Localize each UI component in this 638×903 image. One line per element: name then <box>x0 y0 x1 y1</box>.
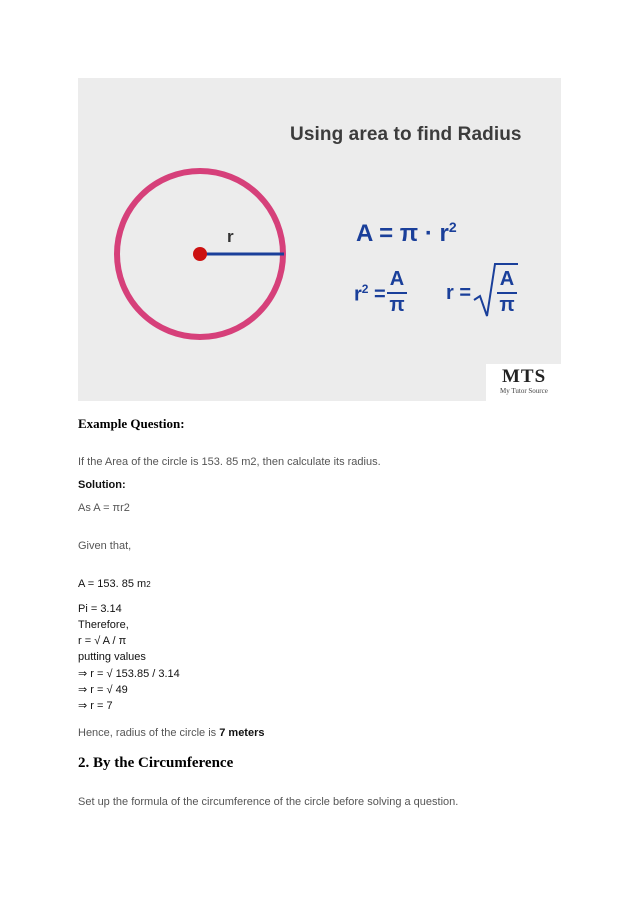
example-heading: Example Question: <box>78 416 185 431</box>
r-formula-left: r = <box>446 282 472 304</box>
therefore: Therefore, <box>78 619 129 631</box>
question-text: If the Area of the circle is 153. 85 m2, then calculate its radius. <box>78 456 381 468</box>
hence-value: 7 meters <box>219 727 265 739</box>
r-squared-equals: = <box>374 283 386 306</box>
step-2: ⇒ r = √ 49 <box>78 684 128 696</box>
radius-diagram-image <box>78 78 561 401</box>
putting-values: putting values <box>78 651 146 663</box>
hence-text: Hence, radius of the circle is <box>78 727 220 739</box>
radius-formula: r = √ A / π <box>78 635 127 647</box>
diagram-title: Using area to find Radius <box>290 124 522 145</box>
r-squared-left: r <box>354 283 362 306</box>
given-area-value: A = 153. 85 m <box>78 578 147 590</box>
radius-label: r <box>227 227 234 246</box>
fraction-2-denominator: π <box>499 294 515 316</box>
pi-value: Pi = 3.14 <box>78 603 122 615</box>
area-formula <box>356 219 457 248</box>
section-heading: 2. By the Circumference <box>78 755 234 771</box>
area-formula-exponent: 2 <box>448 219 457 235</box>
given-area <box>78 578 151 590</box>
logo-tagline: My Tutor Source <box>500 387 548 395</box>
center-point <box>193 247 207 261</box>
area-formula-text: A = π · r <box>356 220 449 247</box>
fraction-2-numerator: A <box>499 268 515 290</box>
given-that: Given that, <box>78 540 132 552</box>
brand-logo <box>486 364 561 401</box>
area-formula-line: As A = πr2 <box>78 502 130 514</box>
r-squared-exponent: 2 <box>361 282 369 296</box>
hence-line <box>78 727 265 739</box>
section-text: Set up the formula of the circumference of the circle before solving a question. <box>78 796 459 808</box>
fraction-1-numerator: A <box>389 268 405 290</box>
step-3: ⇒ r = 7 <box>78 700 113 712</box>
fraction-1-denominator: π <box>389 294 405 316</box>
solution-label: Solution: <box>78 479 126 491</box>
logo-mark: MTS <box>502 366 547 387</box>
given-area-unit: 2 <box>146 580 151 589</box>
r-squared-formula <box>354 282 386 307</box>
step-1: ⇒ r = √ 153.85 / 3.14 <box>78 668 180 680</box>
